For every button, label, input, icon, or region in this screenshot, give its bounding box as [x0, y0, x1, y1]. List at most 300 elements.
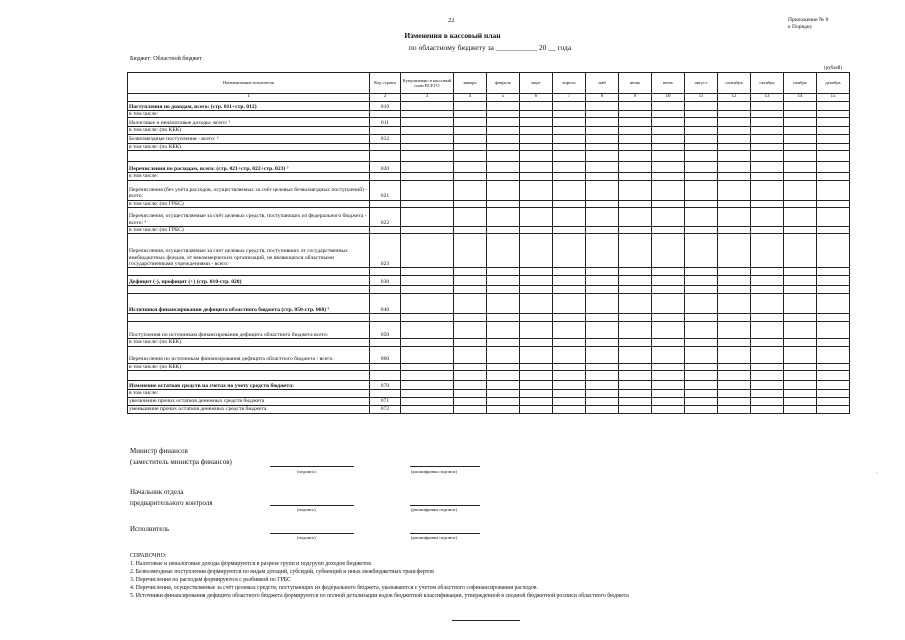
row-label: увеличение прочих остатков денежных средств бюджета: [128, 397, 370, 405]
header-name: Наименование показателя: [128, 73, 370, 94]
value-cell: [619, 143, 652, 150]
value-cell: [652, 127, 685, 134]
value-cell: [718, 268, 751, 276]
row-code: 023: [370, 234, 401, 268]
value-cell: [619, 102, 652, 111]
value-cell: [817, 286, 850, 294]
value-cell: [619, 339, 652, 346]
value-cell: [401, 371, 454, 381]
note-item: 2. Безвозмездные поступления формируются по видам дотаций, субсидий, субвенций и иных межбюджетных трансфертов: [130, 569, 434, 575]
row-code: [370, 227, 401, 234]
value-cell: [817, 363, 850, 370]
value-cell: [520, 200, 553, 207]
value-cell: [751, 346, 784, 363]
value-cell: [718, 397, 751, 405]
value-cell: [619, 151, 652, 162]
header-cumulative: Кумулятивно в кассовый план ВСЕГО: [401, 73, 454, 94]
header-month: август: [685, 73, 718, 94]
signature-title: Исполнитель: [130, 525, 170, 533]
cash-plan-table: [127, 72, 850, 414]
value-cell: [401, 227, 454, 234]
value-cell: [718, 208, 751, 227]
value-cell: [652, 346, 685, 363]
value-cell: [553, 127, 586, 134]
value-cell: [718, 111, 751, 118]
value-cell: [520, 294, 553, 314]
value-cell: [751, 208, 784, 227]
value-cell: [487, 180, 520, 200]
header-month: апрель: [553, 73, 586, 94]
value-cell: [586, 346, 619, 363]
value-cell: [586, 397, 619, 405]
value-cell: [487, 118, 520, 127]
value-cell: [454, 381, 487, 390]
value-cell: [751, 200, 784, 207]
value-cell: [751, 381, 784, 390]
value-cell: [454, 151, 487, 162]
value-cell: [401, 111, 454, 118]
value-cell: [520, 363, 553, 370]
column-number: 2: [370, 94, 401, 102]
value-cell: [751, 286, 784, 294]
value-cell: [553, 397, 586, 405]
value-cell: [718, 381, 751, 390]
table-row: [128, 102, 850, 111]
row-code: [370, 127, 401, 134]
value-cell: [685, 118, 718, 127]
value-cell: [685, 339, 718, 346]
value-cell: [454, 276, 487, 286]
value-cell: [586, 102, 619, 111]
value-cell: [553, 346, 586, 363]
value-cell: [751, 390, 784, 397]
signature-caption: (подпись): [297, 535, 316, 540]
value-cell: [784, 397, 817, 405]
value-cell: [784, 276, 817, 286]
value-cell: [586, 234, 619, 268]
value-cell: [685, 322, 718, 339]
page-number: 22: [448, 17, 455, 24]
value-cell: [652, 162, 685, 173]
value-cell: [619, 180, 652, 200]
value-cell: [553, 227, 586, 234]
value-cell: [784, 143, 817, 150]
value-cell: [553, 162, 586, 173]
row-label: Безвозмездные поступления - всего: ²: [128, 134, 370, 143]
value-cell: [487, 286, 520, 294]
table-row: [128, 346, 850, 363]
value-cell: [586, 322, 619, 339]
value-cell: [619, 276, 652, 286]
value-cell: [817, 151, 850, 162]
value-cell: [520, 405, 553, 413]
value-cell: [652, 294, 685, 314]
value-cell: [619, 397, 652, 405]
table-row: [128, 390, 850, 397]
value-cell: [817, 143, 850, 150]
value-cell: [751, 363, 784, 370]
value-cell: [784, 381, 817, 390]
value-cell: [751, 111, 784, 118]
value-cell: [784, 234, 817, 268]
value-cell: [718, 286, 751, 294]
value-cell: [619, 234, 652, 268]
table-row: [128, 234, 850, 268]
value-cell: [586, 363, 619, 370]
table-row: [128, 294, 850, 314]
table-row: [128, 405, 850, 413]
value-cell: [751, 118, 784, 127]
value-cell: [685, 381, 718, 390]
value-cell: [401, 234, 454, 268]
value-cell: [401, 322, 454, 339]
value-cell: [817, 381, 850, 390]
value-cell: [586, 286, 619, 294]
value-cell: [553, 322, 586, 339]
value-cell: [619, 346, 652, 363]
value-cell: [454, 134, 487, 143]
value-cell: [718, 346, 751, 363]
value-cell: [487, 127, 520, 134]
value-cell: [619, 294, 652, 314]
value-cell: [652, 405, 685, 413]
value-cell: [487, 200, 520, 207]
value-cell: [454, 322, 487, 339]
column-number: 1: [128, 94, 370, 102]
value-cell: [817, 346, 850, 363]
value-cell: [553, 390, 586, 397]
value-cell: [751, 134, 784, 143]
table-row: [128, 268, 850, 276]
stray-mark: ·: [876, 470, 878, 476]
row-label: Изменение остатков средств на счетах по учету средств бюджета:: [128, 381, 370, 390]
note-item: 3. Перечисления по расходам формируются с разбивкой по ГРБС: [130, 577, 291, 583]
signature-caption: (подпись): [297, 507, 316, 512]
value-cell: [454, 371, 487, 381]
row-code: [370, 173, 401, 180]
value-cell: [817, 390, 850, 397]
value-cell: [784, 363, 817, 370]
row-label: Поступления по доходам, всего: (стр. 011+стр. 012): [128, 102, 370, 111]
value-cell: [784, 314, 817, 322]
value-cell: [751, 162, 784, 173]
value-cell: [520, 371, 553, 381]
value-cell: [619, 162, 652, 173]
value-cell: [487, 234, 520, 268]
notes-heading: СПРАВОЧНО:: [130, 553, 167, 559]
value-cell: [817, 180, 850, 200]
value-cell: [586, 339, 619, 346]
value-cell: [751, 276, 784, 286]
header-month: март: [520, 73, 553, 94]
value-cell: [586, 405, 619, 413]
column-number: 12: [718, 94, 751, 102]
value-cell: [718, 200, 751, 207]
value-cell: [487, 322, 520, 339]
value-cell: [817, 268, 850, 276]
header-month: июнь: [619, 73, 652, 94]
value-cell: [652, 111, 685, 118]
value-cell: [586, 111, 619, 118]
value-cell: [784, 208, 817, 227]
value-cell: [454, 200, 487, 207]
value-cell: [652, 363, 685, 370]
value-cell: [454, 162, 487, 173]
column-number: 10: [652, 94, 685, 102]
value-cell: [586, 268, 619, 276]
value-cell: [619, 390, 652, 397]
value-cell: [454, 294, 487, 314]
value-cell: [619, 208, 652, 227]
header-month: январь: [454, 73, 487, 94]
value-cell: [401, 151, 454, 162]
value-cell: [487, 346, 520, 363]
row-label: Перечисления по источникам финансирования дефицита областного бюджета - всего:: [128, 346, 370, 363]
table-row: [128, 118, 850, 127]
value-cell: [401, 363, 454, 370]
header-month: декабрь: [817, 73, 850, 94]
value-cell: [652, 151, 685, 162]
reference-notes: [130, 552, 629, 600]
value-cell: [487, 294, 520, 314]
value-cell: [751, 405, 784, 413]
value-cell: [520, 151, 553, 162]
value-cell: [685, 143, 718, 150]
row-label: Поступления по источникам финансирования дефицита областного бюджета всего:: [128, 322, 370, 339]
row-code: 022: [370, 208, 401, 227]
value-cell: [784, 294, 817, 314]
value-cell: [553, 314, 586, 322]
value-cell: [401, 268, 454, 276]
value-cell: [401, 127, 454, 134]
row-code: [370, 339, 401, 346]
value-cell: [553, 208, 586, 227]
appendix-line-2: к Порядку: [788, 24, 813, 30]
value-cell: [817, 339, 850, 346]
value-cell: [817, 227, 850, 234]
value-cell: [520, 143, 553, 150]
value-cell: [487, 381, 520, 390]
row-code: 020: [370, 162, 401, 173]
value-cell: [586, 294, 619, 314]
value-cell: [817, 127, 850, 134]
value-cell: [487, 208, 520, 227]
value-cell: [454, 180, 487, 200]
header-month: сентябрь: [718, 73, 751, 94]
value-cell: [454, 143, 487, 150]
column-number: 8: [586, 94, 619, 102]
value-cell: [718, 363, 751, 370]
value-cell: [718, 162, 751, 173]
value-cell: [586, 200, 619, 207]
value-cell: [553, 143, 586, 150]
value-cell: [520, 346, 553, 363]
table-row: [128, 143, 850, 150]
value-cell: [718, 173, 751, 180]
value-cell: [619, 227, 652, 234]
signature-caption: (подпись): [297, 469, 316, 474]
header-month: февраль: [487, 73, 520, 94]
value-cell: [553, 234, 586, 268]
value-cell: [784, 173, 817, 180]
header-month: май: [586, 73, 619, 94]
value-cell: [784, 339, 817, 346]
row-label: [128, 286, 370, 294]
value-cell: [751, 227, 784, 234]
value-cell: [685, 162, 718, 173]
value-cell: [487, 151, 520, 162]
value-cell: [652, 268, 685, 276]
column-number: 13: [751, 94, 784, 102]
value-cell: [401, 143, 454, 150]
value-cell: [553, 294, 586, 314]
row-label: Источники финансирования дефицита областного бюджета (стр. 050-стр. 060) ⁵: [128, 294, 370, 314]
table-row: [128, 363, 850, 370]
value-cell: [586, 134, 619, 143]
value-cell: [520, 127, 553, 134]
row-code: 021: [370, 180, 401, 200]
row-code: 030: [370, 276, 401, 286]
value-cell: [652, 314, 685, 322]
appendix-line-1: Приложение № 8: [788, 17, 829, 23]
value-cell: [718, 339, 751, 346]
value-cell: [751, 127, 784, 134]
value-cell: [652, 118, 685, 127]
value-cell: [751, 314, 784, 322]
table-row: [128, 371, 850, 381]
value-cell: [520, 111, 553, 118]
value-cell: [586, 371, 619, 381]
value-cell: [718, 118, 751, 127]
row-label: [128, 314, 370, 322]
value-cell: [401, 339, 454, 346]
value-cell: [619, 405, 652, 413]
row-label: в том числе: (по ГРБС): [128, 227, 370, 234]
value-cell: [520, 322, 553, 339]
value-cell: [619, 118, 652, 127]
value-cell: [487, 405, 520, 413]
value-cell: [487, 227, 520, 234]
value-cell: [817, 314, 850, 322]
value-cell: [619, 363, 652, 370]
row-label: Перечисления, осуществляемые за счёт целевых средств, поступающих из федерального бюджета - всего: ⁴: [128, 208, 370, 227]
value-cell: [784, 227, 817, 234]
value-cell: [586, 118, 619, 127]
table-row: [128, 314, 850, 322]
value-cell: [454, 390, 487, 397]
value-cell: [520, 102, 553, 111]
value-cell: [619, 111, 652, 118]
value-cell: [520, 390, 553, 397]
value-cell: [401, 314, 454, 322]
row-label: уменьшение прочих остатков денежных средств бюджета: [128, 405, 370, 413]
header-month: октябрь: [751, 73, 784, 94]
value-cell: [487, 363, 520, 370]
value-cell: [401, 102, 454, 111]
value-cell: [817, 208, 850, 227]
value-cell: [553, 268, 586, 276]
signature-block-minister: [130, 446, 232, 468]
row-label: в том числе:: [128, 390, 370, 397]
column-number: 15: [817, 94, 850, 102]
value-cell: [718, 234, 751, 268]
row-label: Перечисления по расходам, всего: (стр. 021+стр. 022+стр. 023) ³: [128, 162, 370, 173]
value-cell: [454, 268, 487, 276]
value-cell: [454, 208, 487, 227]
table-row: [128, 208, 850, 227]
row-code: [370, 200, 401, 207]
value-cell: [784, 286, 817, 294]
value-cell: [685, 151, 718, 162]
value-cell: [784, 371, 817, 381]
value-cell: [685, 405, 718, 413]
column-number: 5: [487, 94, 520, 102]
value-cell: [652, 200, 685, 207]
value-cell: [685, 208, 718, 227]
value-cell: [553, 180, 586, 200]
appendix-label: [788, 17, 828, 31]
value-cell: [520, 268, 553, 276]
table-row: [128, 200, 850, 207]
column-number-row: [128, 94, 850, 102]
value-cell: [520, 227, 553, 234]
signature-decode-caption: (расшифровка подписи): [411, 507, 457, 512]
value-cell: [553, 200, 586, 207]
value-cell: [520, 339, 553, 346]
value-cell: [454, 102, 487, 111]
value-cell: [454, 127, 487, 134]
value-cell: [817, 294, 850, 314]
signature-title: Начальник отдела: [130, 488, 184, 496]
column-number: 11: [685, 94, 718, 102]
value-cell: [454, 286, 487, 294]
row-code: 072: [370, 405, 401, 413]
row-label: в том числе:: [128, 111, 370, 118]
row-code: 050: [370, 322, 401, 339]
value-cell: [784, 390, 817, 397]
value-cell: [685, 346, 718, 363]
value-cell: [487, 314, 520, 322]
signature-decode-caption: (расшифровка подписи): [411, 535, 457, 540]
column-number: 6: [520, 94, 553, 102]
value-cell: [652, 234, 685, 268]
value-cell: [652, 339, 685, 346]
value-cell: [685, 134, 718, 143]
table-row: [128, 322, 850, 339]
value-cell: [586, 180, 619, 200]
row-label: в том числе: (по КБК): [128, 127, 370, 134]
value-cell: [553, 102, 586, 111]
value-cell: [586, 127, 619, 134]
value-cell: [751, 268, 784, 276]
value-cell: [553, 286, 586, 294]
value-cell: [685, 180, 718, 200]
value-cell: [817, 276, 850, 286]
value-cell: [718, 151, 751, 162]
value-cell: [401, 381, 454, 390]
value-cell: [817, 162, 850, 173]
row-code: [370, 151, 401, 162]
value-cell: [487, 102, 520, 111]
note-item: 5. Источники финансирования дефицита областного бюджета формируются по полной детализации кодов бюджетной классификации, утвержденной в сводной бюджетной росписи областного бюджета: [130, 593, 629, 599]
value-cell: [784, 151, 817, 162]
row-code: [370, 371, 401, 381]
value-cell: [553, 111, 586, 118]
value-cell: [652, 173, 685, 180]
value-cell: [784, 405, 817, 413]
value-cell: [718, 390, 751, 397]
value-cell: [817, 118, 850, 127]
